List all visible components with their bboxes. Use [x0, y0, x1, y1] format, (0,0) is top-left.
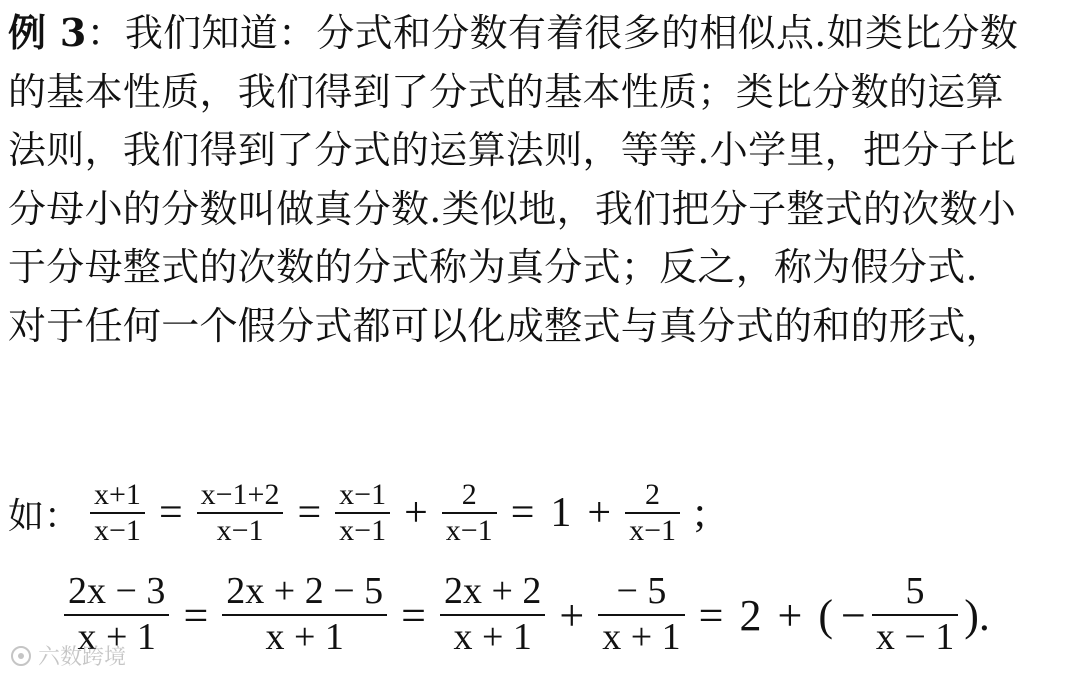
numerator: 2: [461, 477, 477, 511]
paragraph-line-2: 的基本性质，我们得到了分式的基本性质；类比分数的运算: [8, 69, 1004, 114]
numerator: x−1: [339, 477, 387, 511]
whole-part: 2: [739, 590, 762, 640]
closing-paren-period: ).: [964, 590, 990, 640]
equals-sign: =: [297, 490, 322, 536]
numerator: 2x + 2 − 5: [226, 570, 384, 613]
example-paragraph: [8, 4, 1076, 356]
fraction: [442, 478, 497, 549]
equals-sign: =: [401, 590, 426, 640]
fraction: [598, 570, 684, 659]
denominator: x + 1: [602, 616, 681, 658]
plus-sign: +: [559, 590, 585, 640]
paragraph-line-1: [8, 4, 1076, 63]
paragraph-line-4: 分母小的分数叫做真分数.类似地，我们把分子整式的次数小: [8, 186, 1017, 231]
fraction: [197, 478, 284, 549]
semicolon: ;: [693, 490, 706, 536]
fraction: [222, 570, 387, 659]
equals-sign: =: [158, 490, 183, 536]
watermark-text: 六数跨境: [38, 645, 127, 670]
paragraph-line-6: 对于任何一个假分式都可以化成整式与真分式的和的形式，: [8, 303, 1004, 348]
denominator: x + 1: [77, 616, 156, 658]
fraction: [625, 478, 680, 549]
paragraph-line-3: 法则，我们得到了分式的运算法则，等等.小学里，把分子比: [8, 128, 1017, 173]
denominator: x−1: [94, 514, 141, 547]
equals-sign: =: [183, 590, 209, 640]
numerator: 2x − 3: [68, 570, 166, 613]
numerator: x−1+2: [200, 477, 280, 511]
denominator: x − 1: [875, 616, 955, 658]
plus-sign: +: [404, 490, 428, 536]
denominator: x + 1: [453, 616, 532, 658]
denominator: x−1: [339, 514, 387, 547]
minus-sign: −: [840, 590, 866, 640]
plus-sign: +: [587, 490, 612, 536]
numerator: 2x + 2: [443, 570, 542, 613]
left-paren: (: [818, 590, 833, 640]
example-lead: 如：: [8, 495, 81, 537]
fraction: [440, 570, 545, 659]
example-label: 例 3: [8, 10, 87, 55]
watermark-logo-icon: [10, 645, 32, 667]
numerator: 2: [645, 477, 661, 511]
numerator: − 5: [616, 570, 667, 613]
example-equation-1: [8, 468, 714, 558]
numerator: x+1: [94, 477, 141, 511]
fraction: [90, 478, 145, 549]
denominator: x + 1: [265, 616, 344, 658]
fraction: [335, 478, 390, 549]
denominator: x−1: [445, 514, 493, 547]
denominator: x−1: [216, 514, 264, 547]
paragraph-line-5: 于分母整式的次数的分式称为真分式；反之，称为假分式.: [8, 245, 978, 290]
example-equation-2: [58, 562, 998, 668]
denominator: x−1: [629, 514, 676, 547]
watermark: [10, 640, 126, 671]
fraction: [872, 570, 958, 659]
equals-sign: =: [510, 490, 535, 536]
plus-sign: +: [777, 590, 803, 640]
numerator: 5: [905, 570, 925, 613]
line-text-1: ：我们知道：分式和分数有着很多的相似点.如类比分数: [86, 11, 1019, 55]
equals-sign: =: [698, 590, 724, 640]
whole-part: 1: [550, 490, 572, 536]
